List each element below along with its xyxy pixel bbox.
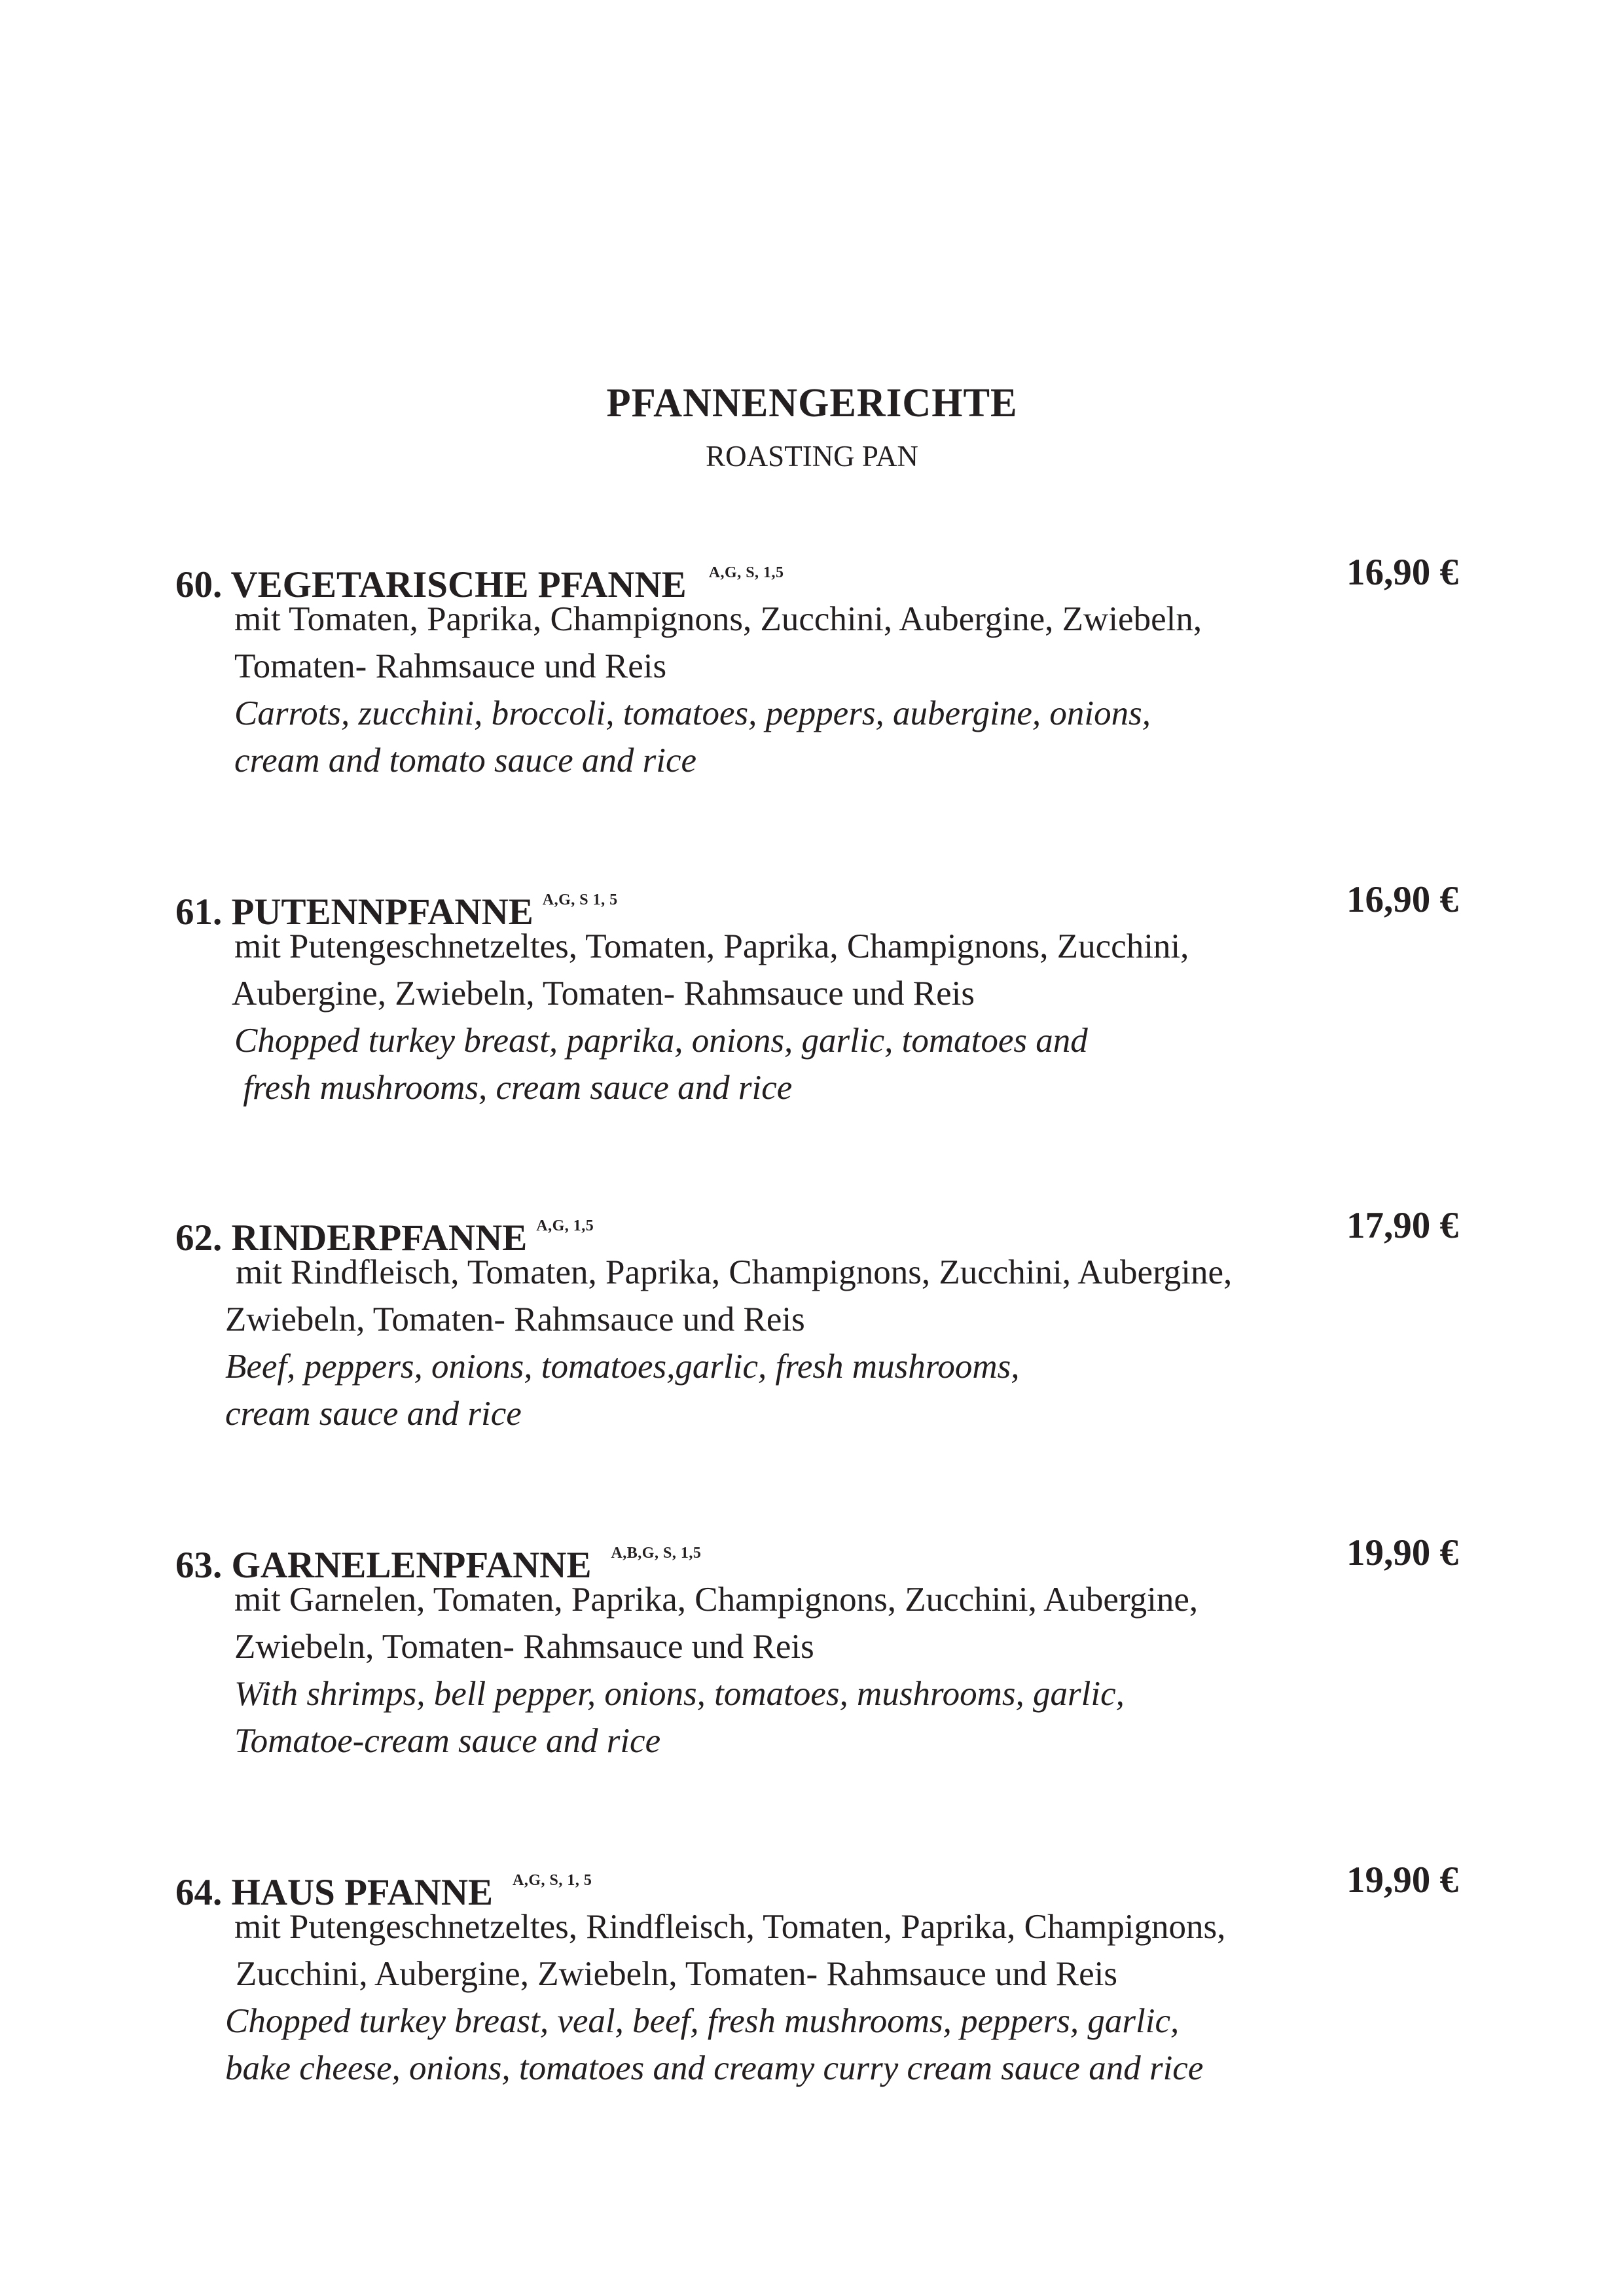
item-name: 63. GARNELENPFANNE [175, 1545, 592, 1586]
description-en-line: fresh mushrooms, cream sauce and rice [234, 1069, 793, 1107]
description-en-line: With shrimps, bell pepper, onions, tomatoes, mushrooms, garlic, [234, 1675, 1125, 1713]
allergen-codes: A,G, S 1, 5 [542, 891, 618, 908]
description-en-line: cream and tomato sauce and rice [234, 742, 697, 780]
item-name: 64. HAUS PFANNE [175, 1872, 494, 1913]
item-price: 16,90 € [1346, 552, 1458, 593]
section-header [0, 383, 1624, 471]
description-de-line: mit Putengeschnetzeltes, Tomaten, Paprika, Champignons, Zucchini, [234, 927, 1189, 965]
item-title [175, 877, 618, 935]
description-de-line: mit Putengeschnetzeltes, Rindfleisch, Tomaten, Paprika, Champignons, [234, 1908, 1226, 1946]
description-en-line: Carrots, zucchini, broccoli, tomatoes, peppers, aubergine, onions, [234, 694, 1151, 732]
description-de-line: Aubergine, Zwiebeln, Tomaten- Rahmsauce und Reis [232, 975, 975, 1013]
allergen-codes: A,G, 1,5 [536, 1217, 594, 1234]
menu-item-60 [175, 550, 1458, 784]
description-en-line: Beef, peppers, onions, tomatoes,garlic, fresh mushrooms, [225, 1348, 1020, 1386]
item-name: 62. RINDERPFANNE [175, 1217, 528, 1259]
description-en-line: Chopped turkey breast, veal, beef, fresh mushrooms, peppers, garlic, [225, 2002, 1180, 2040]
description-de-line: mit Tomaten, Paprika, Champignons, Zucchini, Aubergine, Zwiebeln, [234, 600, 1202, 638]
description-de-line: Tomaten- Rahmsauce und Reis [234, 647, 667, 685]
item-title [175, 550, 784, 608]
description-en-line: bake cheese, onions, tomatoes and creamy curry cream sauce and rice [225, 2049, 1204, 2087]
section-title: PFANNENGERICHTE [606, 381, 1018, 425]
menu-item-62 [175, 1203, 1458, 1437]
allergen-codes: A,G, S, 1, 5 [513, 1872, 592, 1889]
description-de-line: Zwiebeln, Tomaten- Rahmsauce und Reis [225, 1300, 805, 1338]
menu-item-61 [175, 877, 1458, 1111]
description-de-line: Zwiebeln, Tomaten- Rahmsauce und Reis [234, 1628, 814, 1666]
item-name: 61. PUTENNPFANNE [175, 891, 533, 933]
item-title [175, 1203, 594, 1261]
description-en-line: Chopped turkey breast, paprika, onions, garlic, tomatoes and [234, 1022, 1088, 1060]
section-subtitle: ROASTING PAN [706, 440, 918, 473]
allergen-codes: A,B,G, S, 1,5 [611, 1545, 702, 1562]
item-price: 19,90 € [1346, 1532, 1458, 1573]
description-en-line: cream sauce and rice [225, 1395, 522, 1433]
description-de-line: mit Rindfleisch, Tomaten, Paprika, Champignons, Zucchini, Aubergine, [236, 1253, 1233, 1291]
description-de-line: Zucchini, Aubergine, Zwiebeln, Tomaten- Rahmsauce und Reis [236, 1955, 1117, 1993]
description-de-line: mit Garnelen, Tomaten, Paprika, Champignons, Zucchini, Aubergine, [234, 1581, 1199, 1619]
item-name: 60. VEGETARISCHE PFANNE [175, 564, 687, 605]
allergen-codes: A,G, S, 1,5 [708, 564, 784, 581]
menu-item-64 [175, 1857, 1458, 2092]
item-title [175, 1530, 701, 1588]
description-en-line: Tomatoe-cream sauce and rice [234, 1722, 661, 1760]
item-title [175, 1857, 592, 1916]
item-price: 19,90 € [1346, 1859, 1458, 1901]
menu-item-63 [175, 1530, 1458, 1765]
item-price: 17,90 € [1346, 1205, 1458, 1246]
item-price: 16,90 € [1346, 879, 1458, 920]
